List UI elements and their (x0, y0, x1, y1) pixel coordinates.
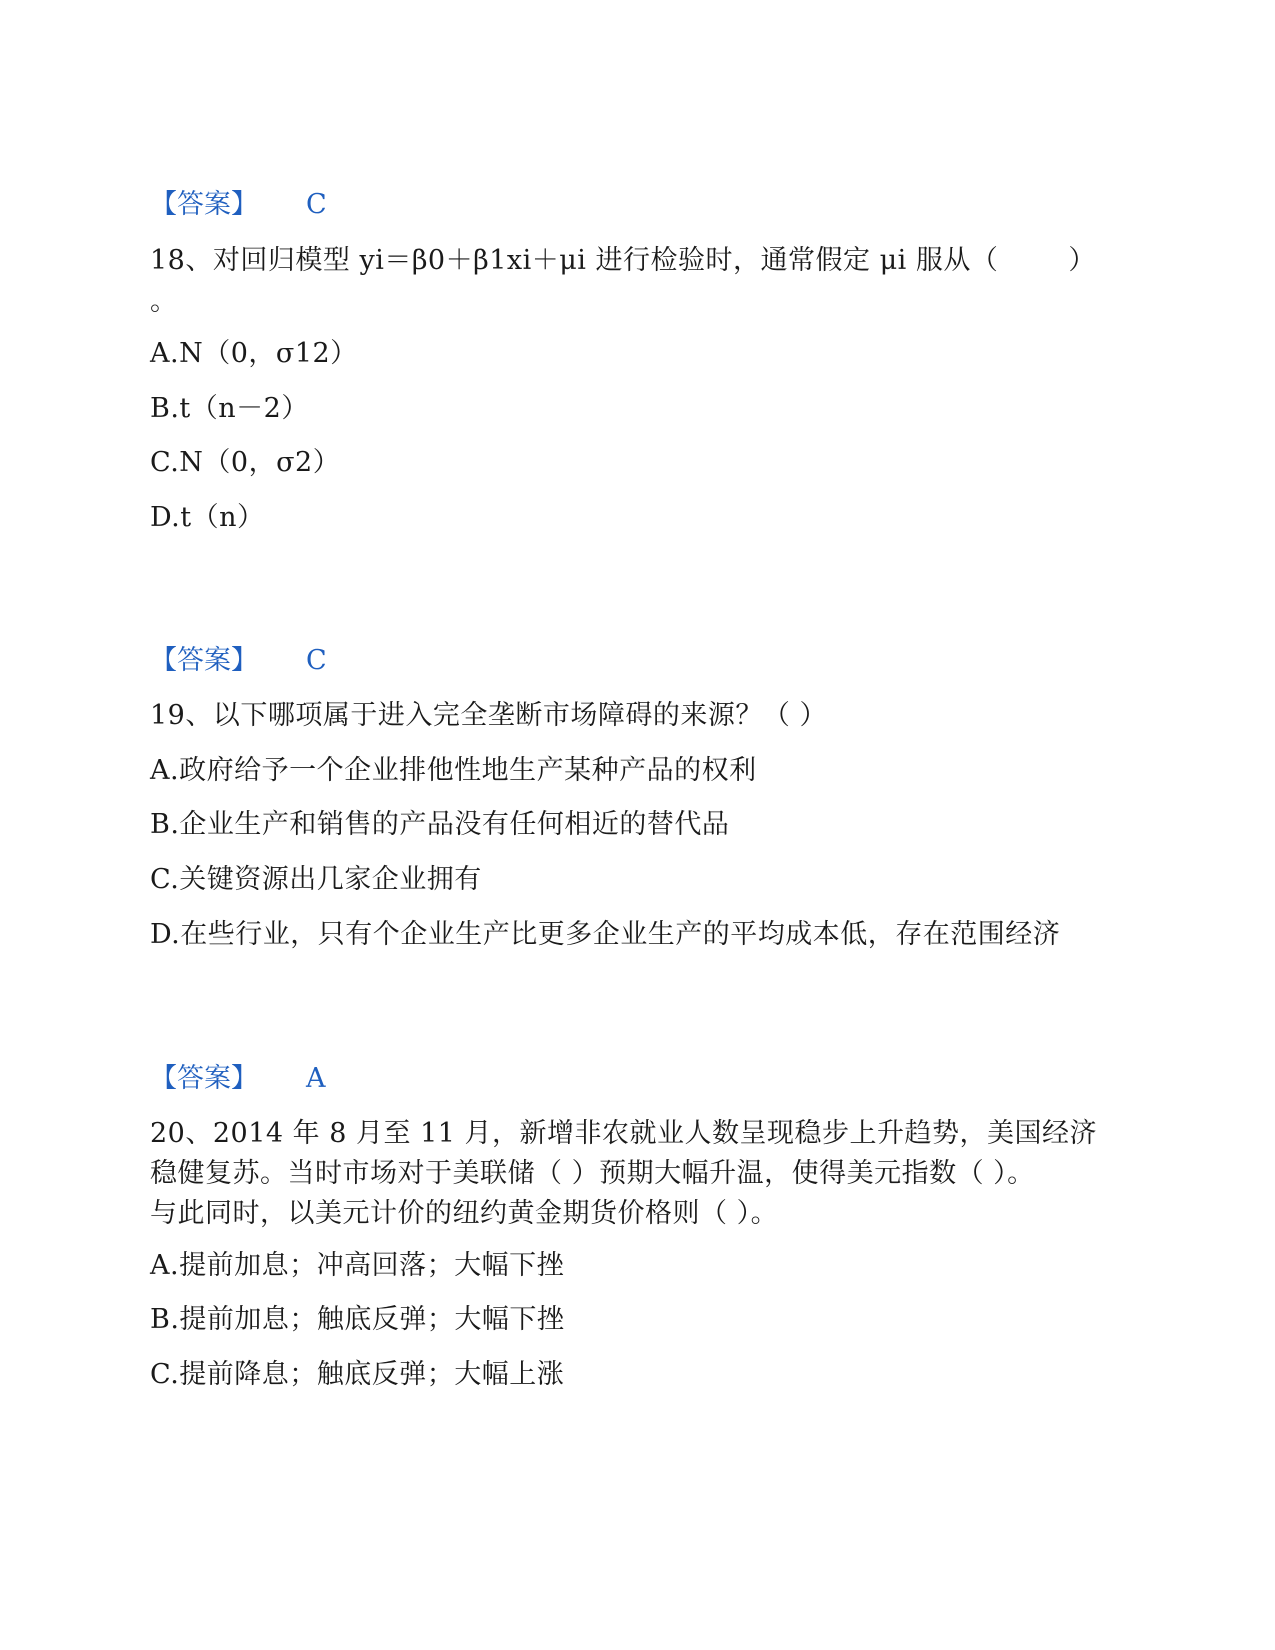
answer-label: 【答案】 (150, 189, 258, 220)
q19-option-a: A.政府给予一个企业排他性地生产某种产品的权利 (150, 755, 757, 786)
q20-option-c: C.提前降息；触底反弹；大幅上涨 (150, 1359, 565, 1390)
q18-stem-part1: 18、对回归模型 yi＝β0＋β1xi＋μi 进行检验时，通常假定 μi 服从（ (150, 245, 999, 276)
q19-option-c: C.关键资源出几家企业拥有 (150, 864, 482, 895)
q18-option-a: A.N（0，σ12） (150, 338, 358, 369)
q20-stem-line-3: 与此同时，以美元计价的纽约黄金期货价格则（ ）。 (150, 1198, 779, 1229)
q19-option-d: D.在些行业，只有个企业生产比更多企业生产的平均成本低，存在范围经济 (150, 919, 1061, 950)
q19-stem: 19、以下哪项属于进入完全垄断市场障碍的来源？（ ） (150, 700, 827, 731)
q20-stem-line-2: 稳健复苏。当时市场对于美联储（ ）预期大幅升温，使得美元指数（ ）。 (150, 1158, 1035, 1189)
answer-value: A (306, 1063, 326, 1094)
q20-option-a: A.提前加息；冲高回落；大幅下挫 (150, 1250, 565, 1281)
answer-label: 【答案】 (150, 1063, 258, 1094)
answer-value: C (306, 189, 327, 220)
answer-value: C (306, 645, 327, 676)
q20-option-b: B.提前加息；触底反弹；大幅下挫 (150, 1304, 565, 1335)
q19-option-b: B.企业生产和销售的产品没有任何相近的替代品 (150, 809, 730, 840)
q18-stem-continuation: 。 (150, 286, 178, 317)
q18-option-b: B.t（n－2） (150, 393, 309, 424)
q18-option-c: C.N（0，σ2） (150, 447, 341, 478)
q18-option-d: D.t（n） (150, 502, 265, 533)
answer-q17 (150, 187, 327, 223)
answer-q19 (150, 1061, 326, 1097)
q18-stem-part2: ） (1068, 245, 1096, 276)
q20-stem-line-1: 20、2014 年 8 月至 11 月，新增非农就业人数呈现稳步上升趋势，美国经济 (150, 1118, 1098, 1149)
answer-label: 【答案】 (150, 645, 258, 676)
q18-stem (150, 243, 1096, 279)
answer-q18 (150, 643, 327, 679)
